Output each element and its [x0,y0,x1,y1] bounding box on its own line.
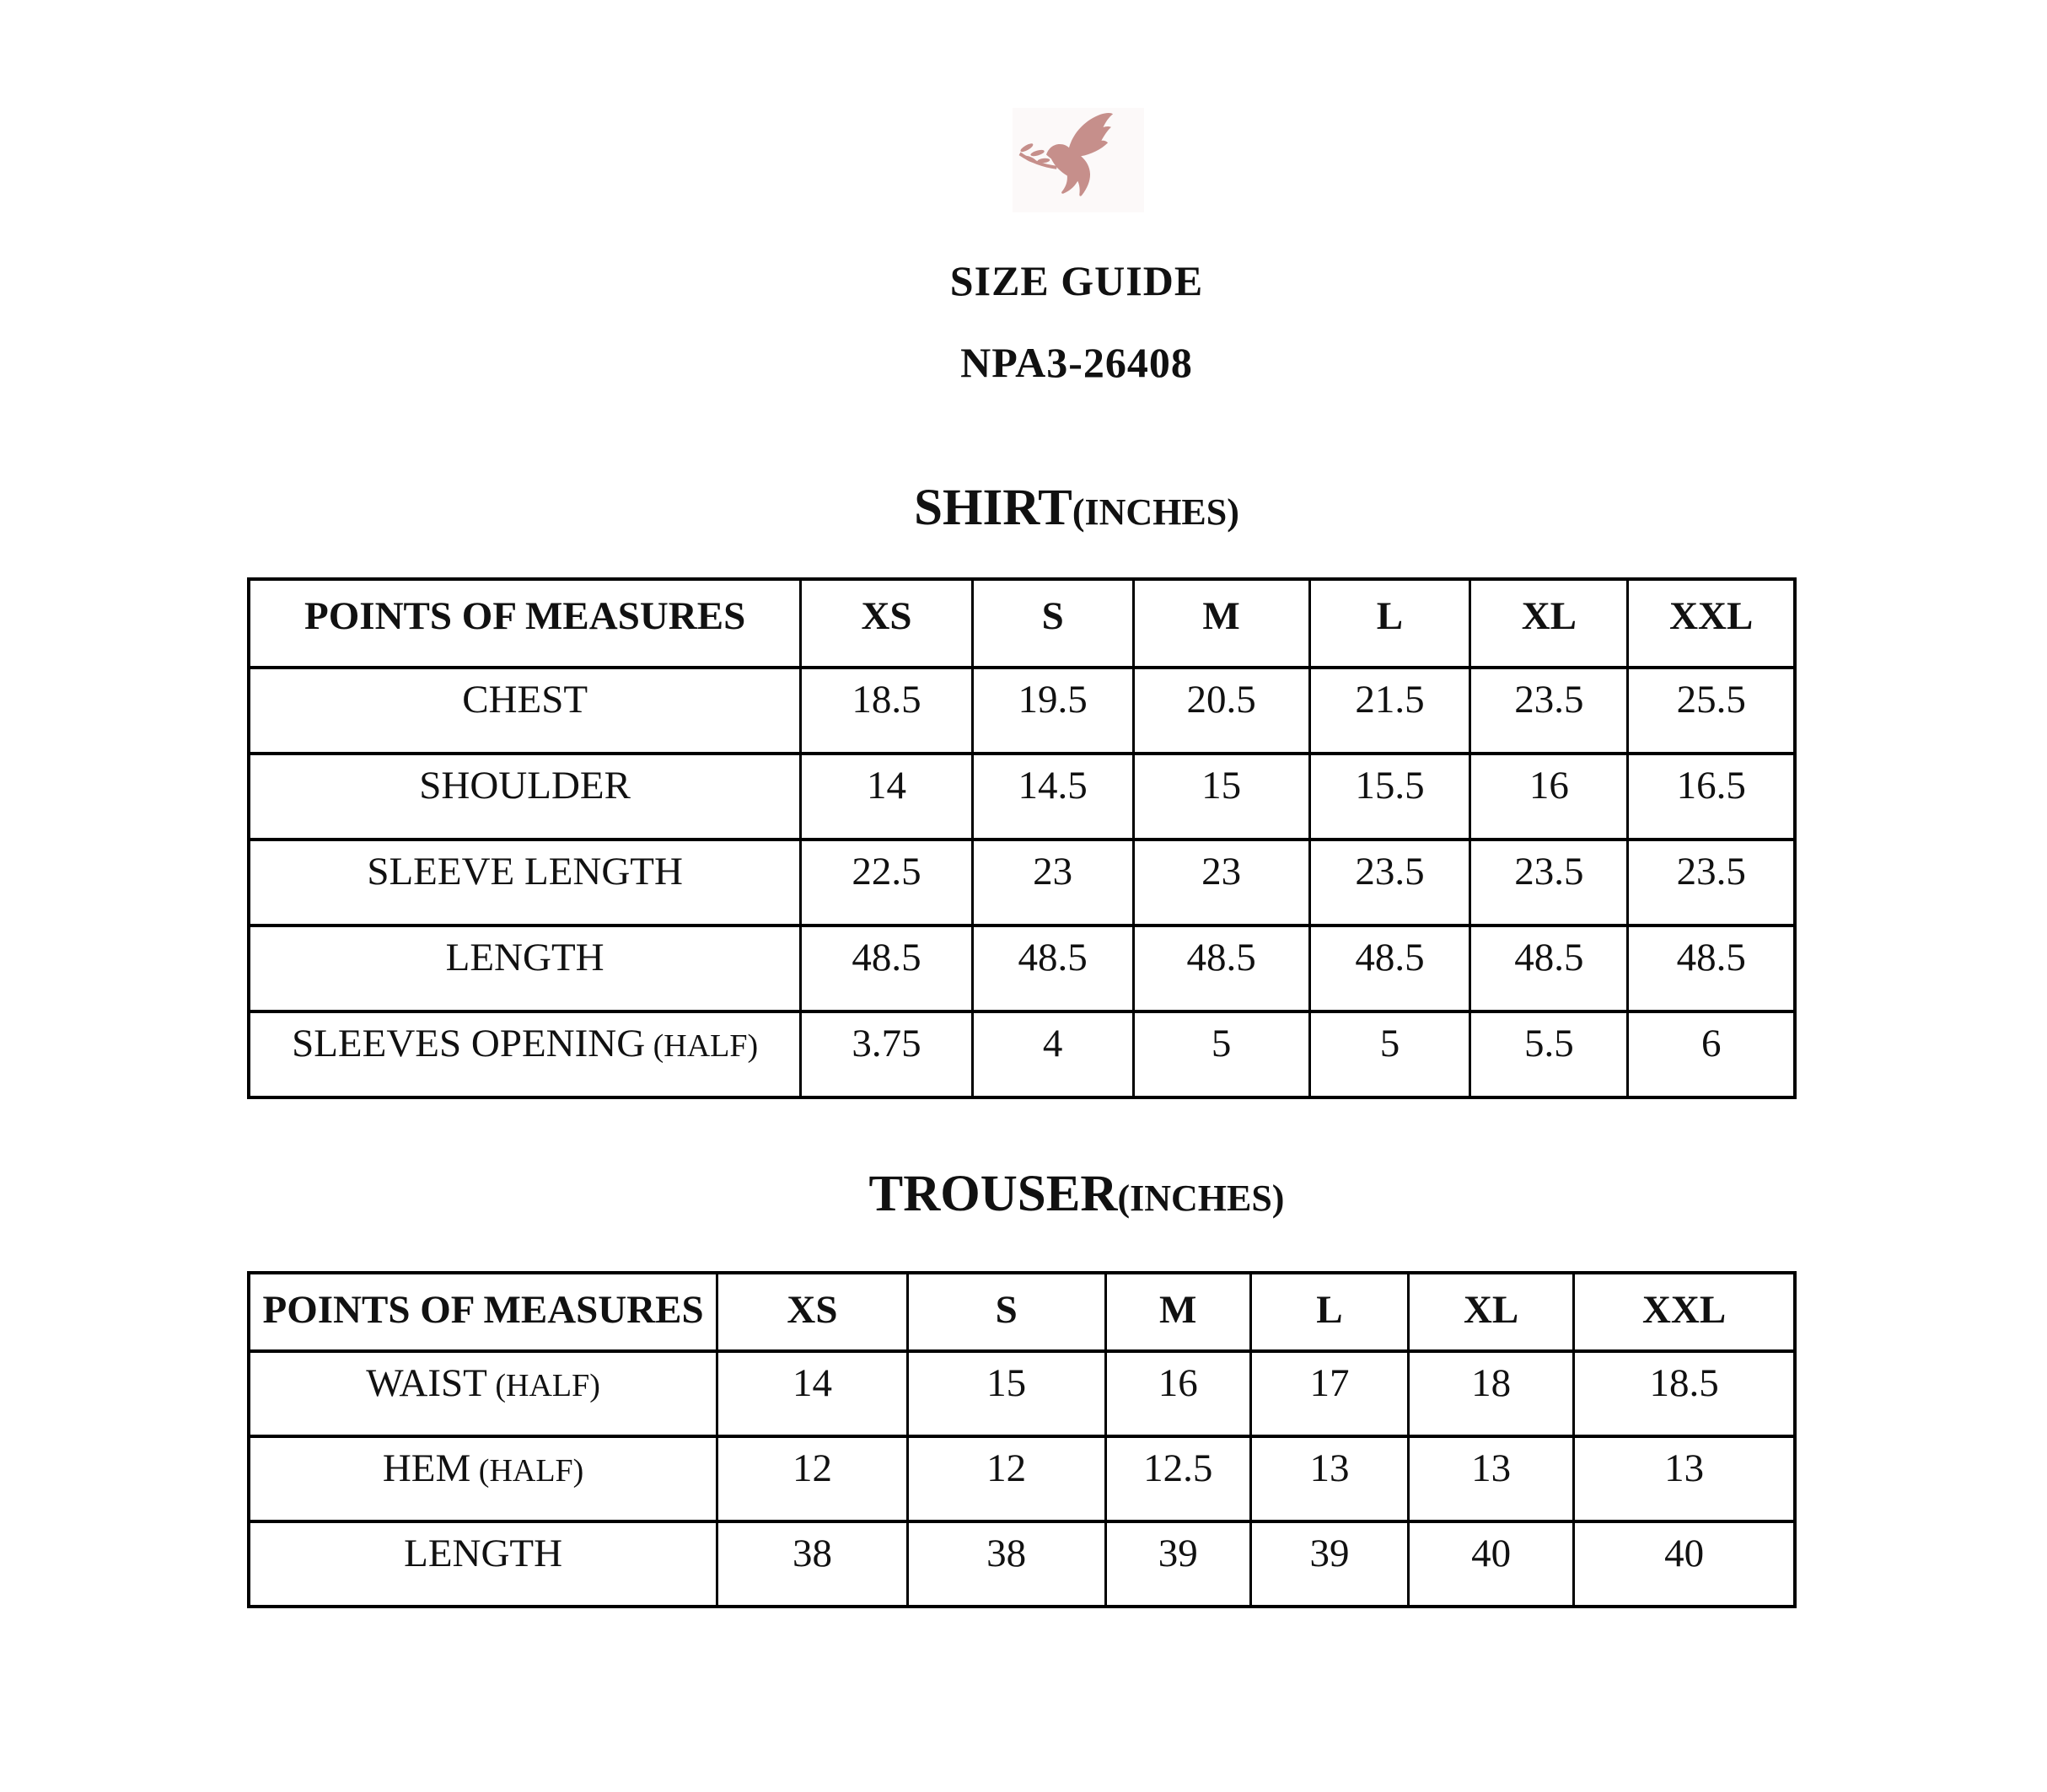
size-value: 14.5 [972,754,1133,840]
size-value: 48.5 [801,926,973,1011]
size-value: 39 [1250,1521,1408,1607]
measure-label: LENGTH [249,1521,717,1607]
size-value: 23.5 [1470,840,1628,926]
trouser-title-text: TROUSER [868,1166,1118,1222]
size-value: 13 [1408,1436,1573,1521]
size-value: 4 [972,1011,1133,1097]
measure-row [249,1521,1795,1607]
size-value: 48.5 [1628,926,1795,1011]
size-value: 5 [1309,1011,1470,1097]
size-value: 12.5 [1105,1436,1250,1521]
size-value: 23.5 [1309,840,1470,926]
size-value: 38 [717,1521,908,1607]
size-column-header: L [1309,579,1470,668]
product-code: NPA3-26408 [960,339,1193,386]
size-column-header: XL [1470,579,1628,668]
size-value: 22.5 [801,840,973,926]
size-column-header: XS [717,1273,908,1351]
size-column-header: M [1105,1273,1250,1351]
points-of-measures-header: POINTS OF MEASURES [249,1273,717,1351]
size-column-header: S [907,1273,1105,1351]
size-value: 12 [717,1436,908,1521]
shirt-title-unit: (INCHES) [1072,491,1239,533]
measure-row [249,1011,1795,1097]
page-title: SIZE GUIDE [949,257,1204,304]
measure-label: HEM (HALF) [249,1436,717,1521]
shirt-title-text: SHIRT [914,480,1072,536]
shirt-size-table [247,577,1797,1099]
size-value: 15.5 [1309,754,1470,840]
size-value: 21.5 [1309,668,1470,754]
size-column-header: XS [801,579,973,668]
size-value: 15 [1133,754,1309,840]
size-value: 40 [1408,1521,1573,1607]
size-value: 6 [1628,1011,1795,1097]
trouser-header-row [249,1273,1795,1351]
size-value: 18.5 [801,668,973,754]
measure-label: WAIST (HALF) [249,1351,717,1436]
size-value: 23.5 [1628,840,1795,926]
size-value: 48.5 [1133,926,1309,1011]
size-value: 48.5 [1309,926,1470,1011]
size-value: 5.5 [1470,1011,1628,1097]
measure-label: SLEEVES OPENING (HALF) [249,1011,801,1097]
size-column-header: XXL [1574,1273,1795,1351]
size-value: 12 [907,1436,1105,1521]
size-value: 18 [1408,1351,1573,1436]
size-value: 15 [907,1351,1105,1436]
section-title-trouser [53,1168,2047,1220]
section-title-shirt [53,482,2047,534]
trouser-title-unit: (INCHES) [1117,1178,1285,1219]
size-value: 38 [907,1521,1105,1607]
size-value: 3.75 [801,1011,973,1097]
measure-row [249,1436,1795,1521]
size-value: 40 [1574,1521,1795,1607]
measure-row [249,754,1795,840]
size-value: 48.5 [1470,926,1628,1011]
size-value: 16 [1105,1351,1250,1436]
size-column-header: XXL [1628,579,1795,668]
size-value: 14 [801,754,973,840]
measure-row [249,1351,1795,1436]
measure-row [249,668,1795,754]
size-column-header: M [1133,579,1309,668]
size-value: 14 [717,1351,908,1436]
size-value: 25.5 [1628,668,1795,754]
size-value: 17 [1250,1351,1408,1436]
measure-label: LENGTH [249,926,801,1011]
measure-label: SLEEVE LENGTH [249,840,801,926]
size-value: 19.5 [972,668,1133,754]
trouser-size-table [247,1271,1797,1608]
size-value: 20.5 [1133,668,1309,754]
measure-row [249,926,1795,1011]
size-column-header: L [1250,1273,1408,1351]
measure-row [249,840,1795,926]
size-value: 5 [1133,1011,1309,1097]
size-value: 23.5 [1470,668,1628,754]
shirt-header-row [249,579,1795,668]
dove-olive-branch-icon [1015,110,1142,210]
size-column-header: S [972,579,1133,668]
measure-label: SHOULDER [249,754,801,840]
points-of-measures-header: POINTS OF MEASURES [249,579,801,668]
size-value: 23 [972,840,1133,926]
size-value: 16.5 [1628,754,1795,840]
size-value: 16 [1470,754,1628,840]
size-value: 13 [1574,1436,1795,1521]
size-value: 39 [1105,1521,1250,1607]
brand-logo [1013,108,1144,212]
size-value: 23 [1133,840,1309,926]
size-value: 48.5 [972,926,1133,1011]
measure-label: CHEST [249,668,801,754]
size-value: 13 [1250,1436,1408,1521]
size-value: 18.5 [1574,1351,1795,1436]
size-column-header: XL [1408,1273,1573,1351]
